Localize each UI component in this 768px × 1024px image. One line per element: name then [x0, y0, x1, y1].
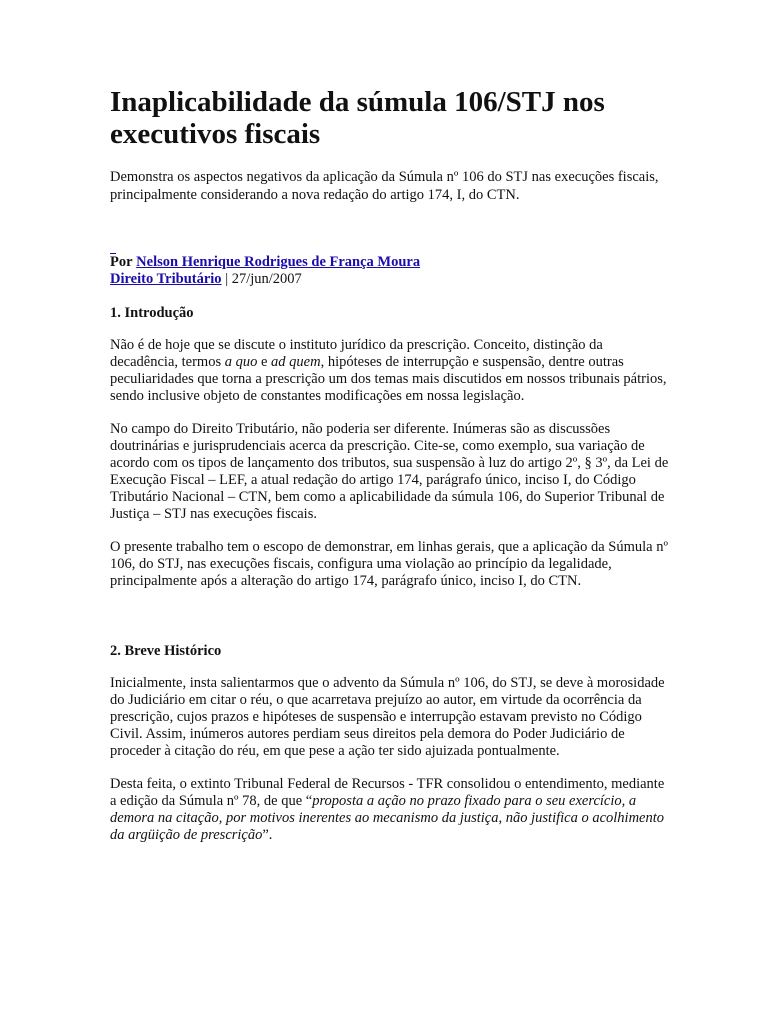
paragraph [110, 337, 670, 405]
author-link[interactable]: Nelson Henrique Rodrigues de França Moura [136, 254, 421, 270]
paragraph-text: Não é de hoje que se discute o instituto jurídico da prescrição. Conceito, distinção da decadência, termos [110, 337, 603, 370]
spacer [110, 606, 670, 642]
byline-separator: | [225, 271, 229, 287]
article-lead: Demonstra os aspectos negativos da aplicação da Súmula nº 106 do STJ nas execuções fiscais, principalmente considerando a nova redação do artigo 174, I, do CTN. [110, 169, 659, 203]
quoted-text: proposta a ação no prazo fixado para o seu exercício, a demora na citação, por motivos inerentes ao mecanismo da justiça, não justifica o acolhimento da argüição de prescrição [110, 793, 665, 843]
section-heading-breve-historico: 2. Breve Histórico [110, 643, 222, 659]
paragraph: O presente trabalho tem o escopo de demonstrar, em linhas gerais, que a aplicação da Súmula nº 106, do STJ, nas execuções fiscais, configura uma violação ao princípio da legalidade, principalmente após a alteração do artigo 174, parágrafo único, inciso I, do CTN. [110, 539, 668, 589]
paragraph-text: e [257, 354, 272, 370]
italic-term: a quo [224, 354, 258, 370]
byline [110, 254, 670, 288]
italic-term: ad quem [271, 354, 321, 370]
paragraph [110, 776, 670, 844]
paragraph-text: ”. [262, 827, 273, 843]
paragraph: No campo do Direito Tributário, não poderia ser diferente. Inúmeras são as discussões doutrinárias e jurisprudenciais acerca da prescrição. Cite-se, como exemplo, sua variação de acordo com os tipos de lançamento dos tributos, sua suspensão à luz do artigo 2º, § 3º, da Lei de Execução Fiscal – LEF, a atual redação do artigo 174, parágrafo único, inciso I, do Código Tributário Nacional – CTN, bem como a aplicabilidade da súmula 106, do Superior Tribunal de Justiça – STJ nas execuções fiscais. [110, 421, 669, 522]
byline-prefix: Por [110, 254, 133, 270]
paragraph: Inicialmente, insta salientarmos que o advento da Súmula nº 106, do STJ, se deve à morosidade do Judiciário em citar o réu, o que acarretava prejuízo ao autor, em virtude da ocorrência da prescrição, cujos prazos e hipóteses de suspensão e interrupção estavam previsto no Código Civil. Assim, inúmeros autores perdiam seus direitos pela demora do Poder Judiciário de proceder à citação do réu, em que pese a ação ter sido ajuizada pontualmente. [110, 675, 665, 759]
paragraph-text: Desta feita, o extinto Tribunal Federal de Recursos - TFR consolidou o entendimento, mediante a edição da Súmula nº 78, de que “ [110, 776, 665, 809]
article-body [110, 86, 670, 860]
anchor-link-marker[interactable] [110, 244, 116, 254]
paragraph-text: , hipóteses de interrupção e suspensão, dentre outras peculiaridades que torna a prescrição um dos temas mais discutidos em nossos tribunais pátrios, sendo inclusive objeto de constantes modificações em nossa legislação. [110, 354, 667, 404]
article-title: Inaplicabilidade da súmula 106/STJ nos executivos fiscais [110, 86, 605, 150]
category-link[interactable]: Direito Tributário [110, 271, 222, 287]
publish-date: 27/jun/2007 [231, 271, 302, 287]
section-heading-introducao: 1. Introdução [110, 305, 194, 321]
